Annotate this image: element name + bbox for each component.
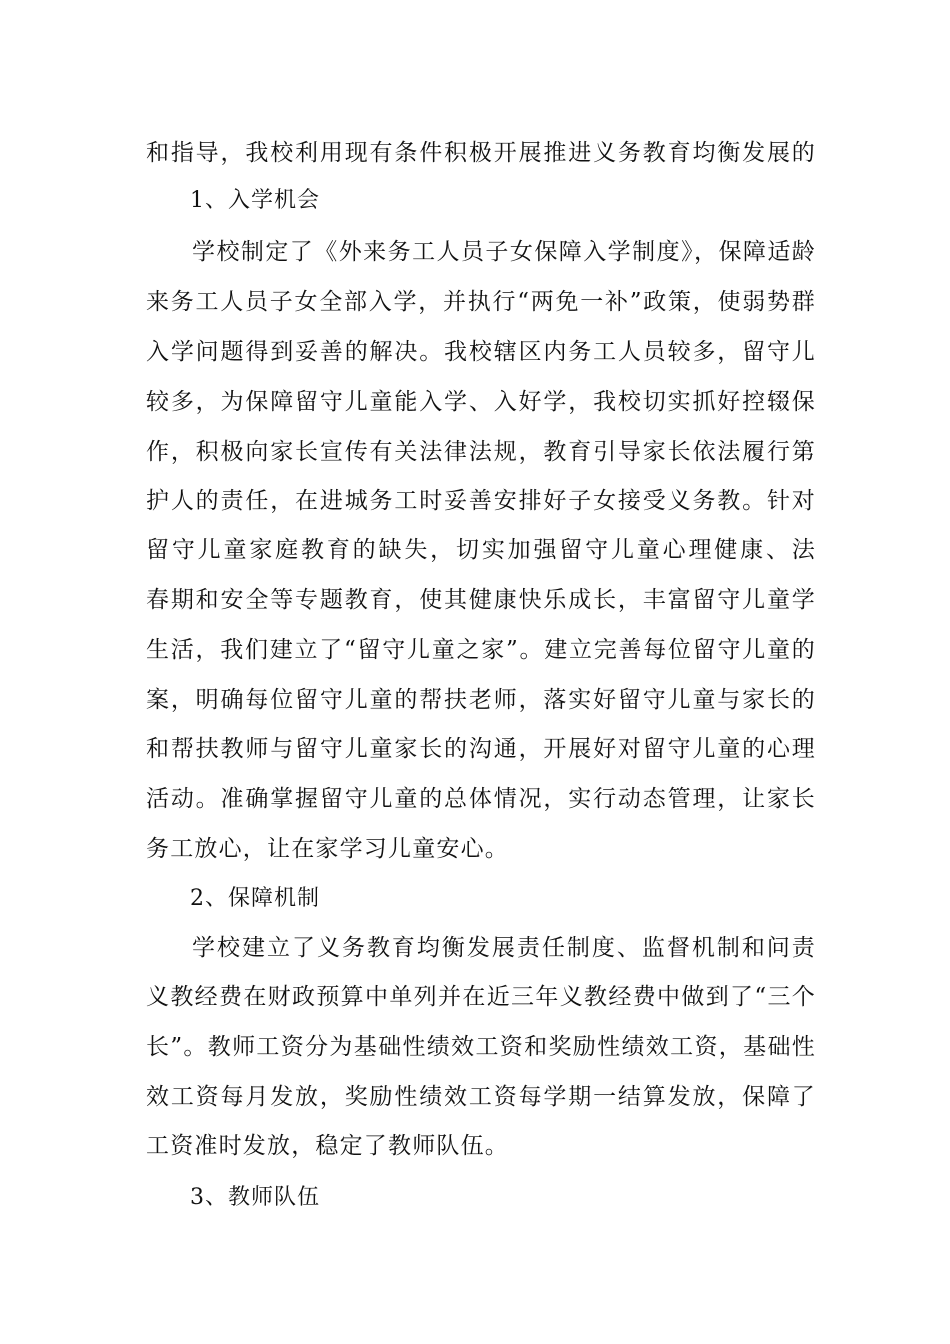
paragraph-line: 入学问题得到妥善的解决。我校辖区内务工人员较多，留守儿 <box>146 339 816 365</box>
paragraph-line: 和指导，我校利用现有条件积极开展推进义务教育均衡发展的 <box>146 140 816 166</box>
section-heading-teachers: 3、教师队伍 <box>190 1185 320 1210</box>
paragraph-line: 留守儿童家庭教育的缺失，切实加强留守儿童心理健康、法 <box>146 537 816 563</box>
paragraph-line: 生活，我们建立了“留守儿童之家”。建立完善每位留守儿童的 <box>146 637 816 663</box>
paragraph-line: 案，明确每位留守儿童的帮扶老师，落实好留守儿童与家长的 <box>146 687 816 713</box>
paragraph-line: 和帮扶教师与留守儿童家长的沟通，开展好对留守儿童的心理 <box>146 736 816 762</box>
paragraph-line: 长”。教师工资分为基础性绩效工资和奖励性绩效工资，基础性 <box>146 1034 816 1060</box>
paragraph-line: 义教经费在财政预算中单列并在近三年义教经费中做到了“三个 <box>146 984 816 1010</box>
paragraph-line: 护人的责任，在进城务工时妥善安排好子女接受义务教。针对 <box>146 488 816 514</box>
paragraph-line: 春期和安全等专题教育，使其健康快乐成长，丰富留守儿童学 <box>146 587 816 613</box>
paragraph-line: 效工资每月发放，奖励性绩效工资每学期一结算发放，保障了 <box>146 1084 816 1110</box>
section-heading-admission: 1、入学机会 <box>190 188 320 213</box>
paragraph-line: 来务工人员子女全部入学，并执行“两免一补”政策，使弱势群 <box>146 289 816 315</box>
paragraph-line: 务工放心，让在家学习儿童安心。 <box>146 836 509 862</box>
paragraph-line: 工资准时发放，稳定了教师队伍。 <box>146 1133 509 1159</box>
paragraph-line: 作，积极向家长宣传有关法律法规，教育引导家长依法履行第 <box>146 439 816 465</box>
paragraph-line: 较多，为保障留守儿童能入学、入好学，我校切实抓好控辍保 <box>146 389 816 415</box>
paragraph-line: 学校制定了《外来务工人员子女保障入学制度》，保障适龄 <box>192 239 816 265</box>
paragraph-line: 活动。准确掌握留守儿童的总体情况，实行动态管理，让家长 <box>146 786 816 812</box>
paragraph-line: 学校建立了义务教育均衡发展责任制度、监督机制和问责 <box>192 935 816 961</box>
section-heading-guarantee: 2、保障机制 <box>190 886 320 911</box>
